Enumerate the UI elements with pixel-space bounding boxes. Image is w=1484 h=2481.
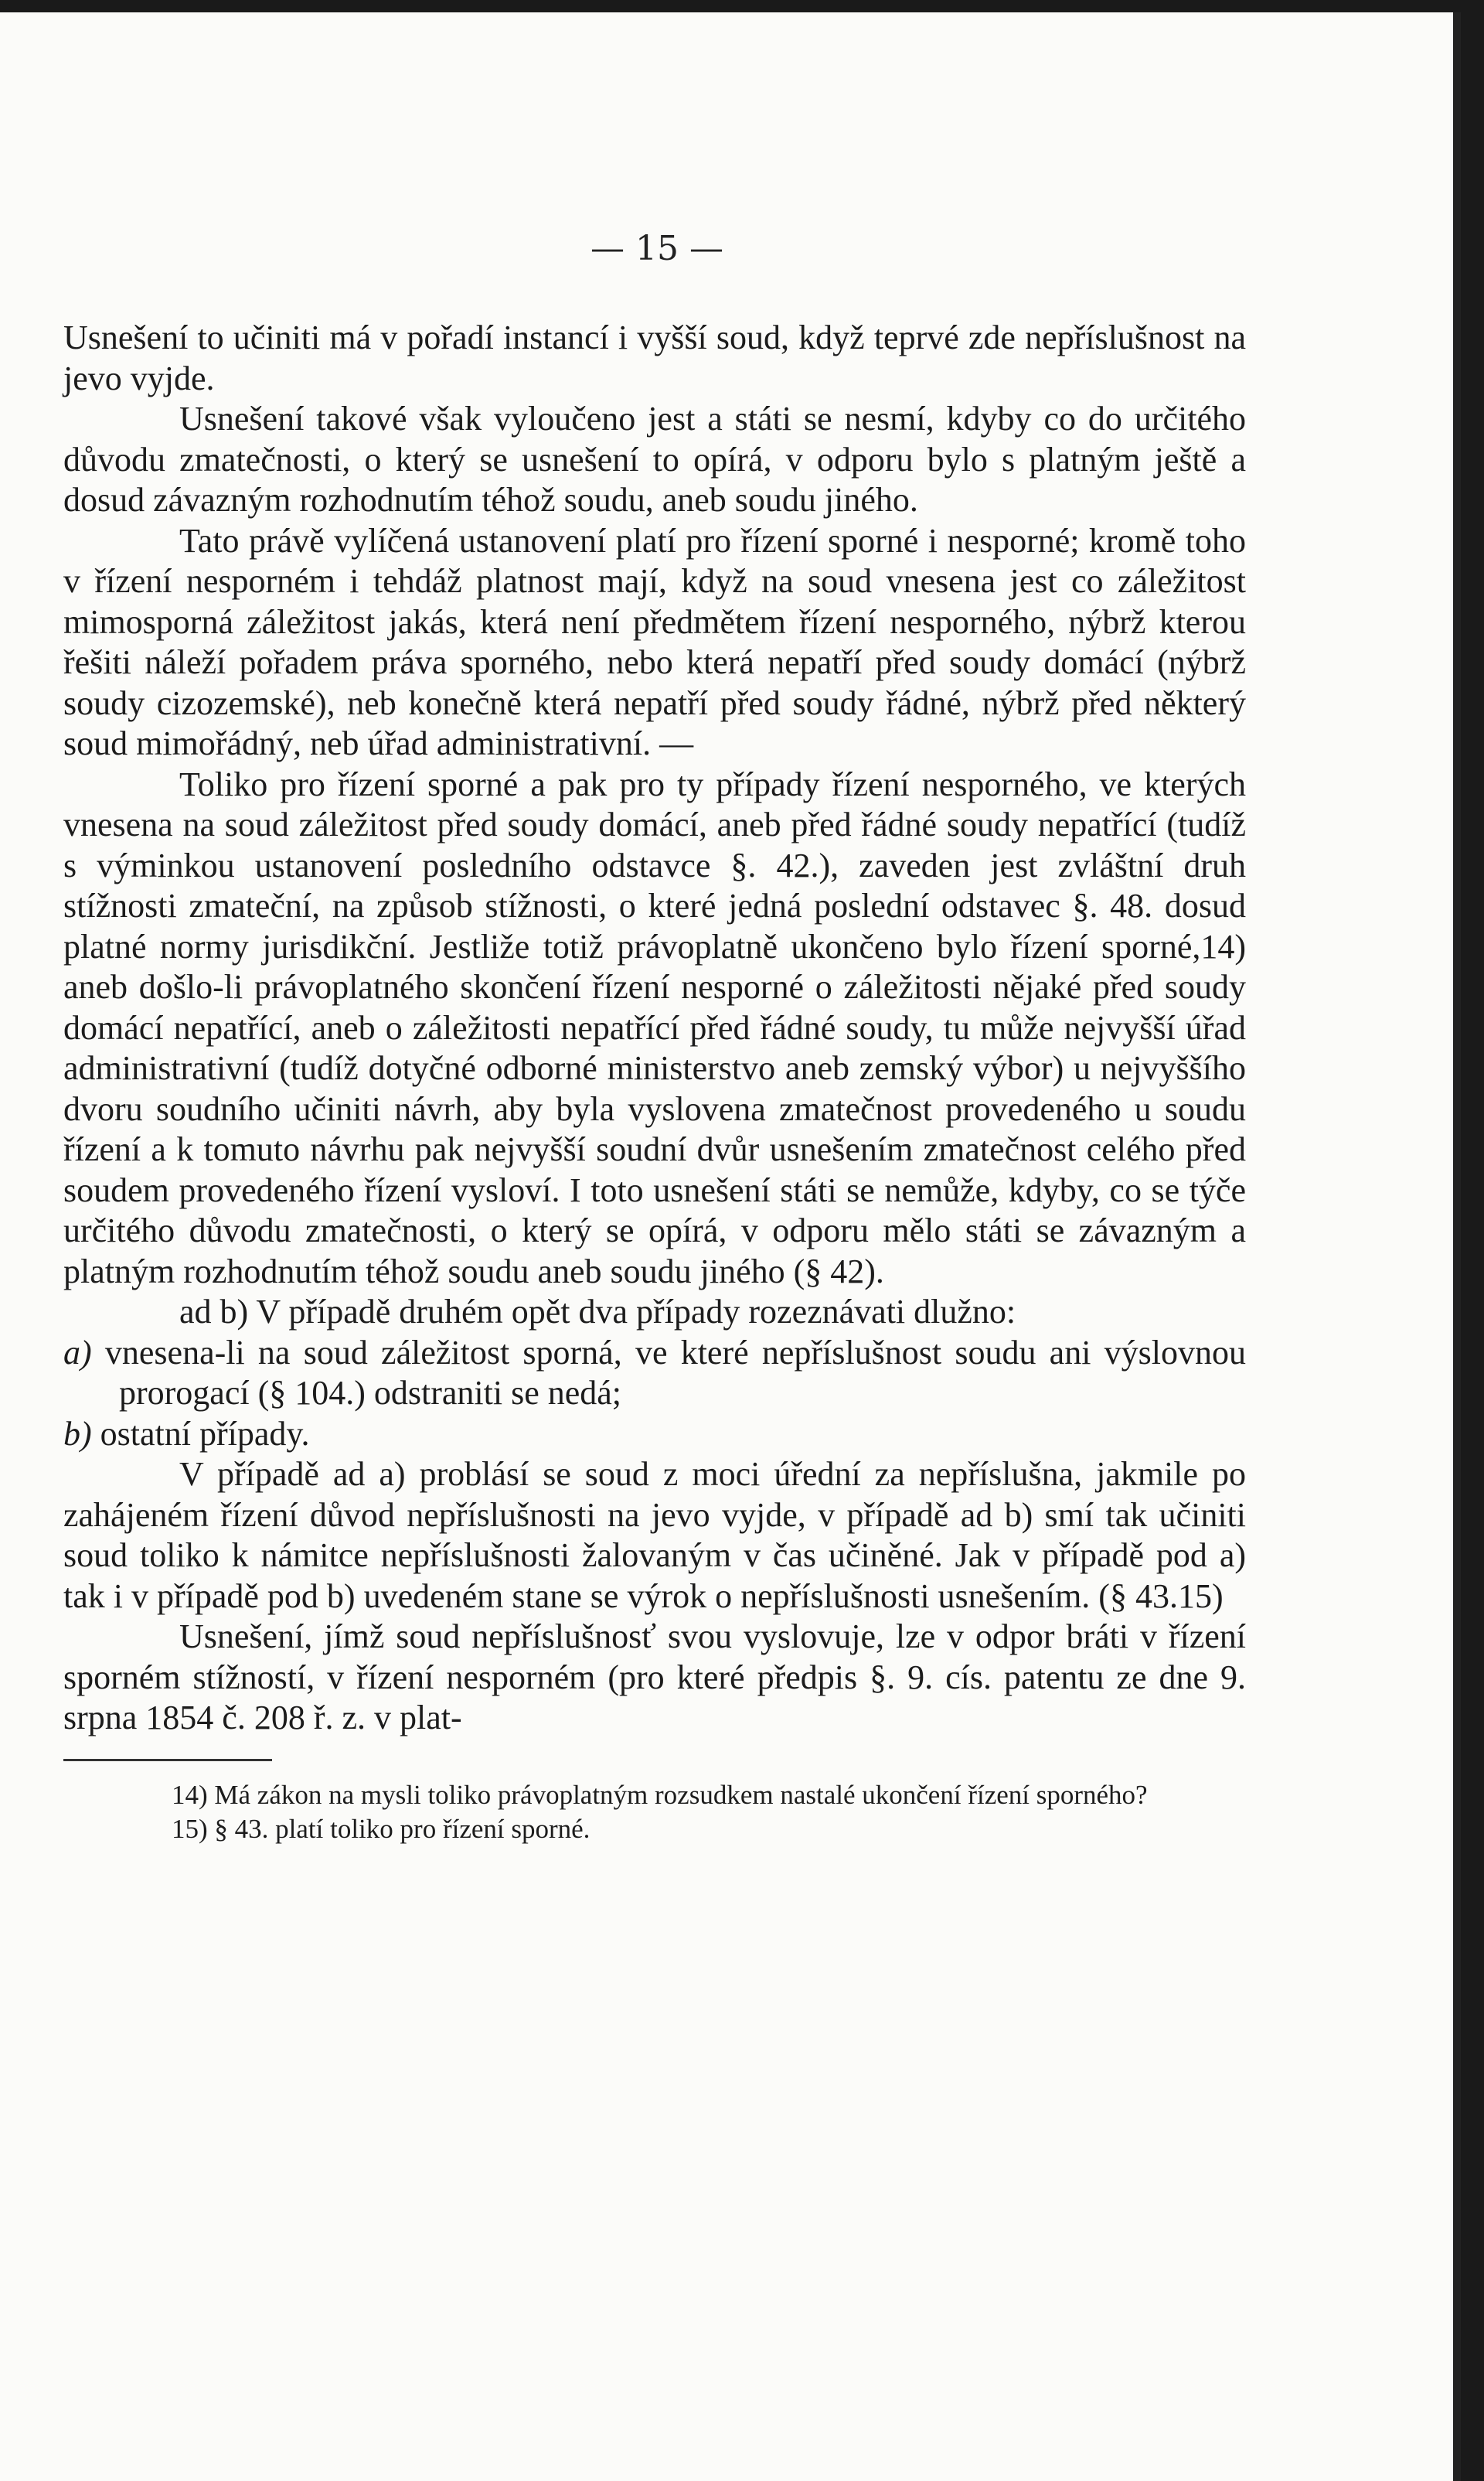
list-item-text: vnesena-li na soud záležitost sporná, ve které nepříslušnost soudu ani výslovnou prorogací (§ 104.) odstraniti se nedá; bbox=[104, 1333, 1246, 1412]
list-item-text: ostatní případy. bbox=[100, 1414, 310, 1453]
paragraph: ad b) V případě druhém opět dva případy rozeznávati dlužno: bbox=[179, 1293, 1016, 1331]
paragraph: Tato právě vylíčená ustanovení platí pro řízení sporné i nesporné; kromě toho v řízení nesporném i tehdáž platnost mají, když na soud vnesena jest co záležitost mimosporná záležitost jakás, která není předmětem řízení nesporného, nýbrž kterou řešiti náleží pořadem práva sporného, nebo která nepatří před soudy domácí (nýbrž soudy cizozemské), neb konečně která nepatří před soudy řádné, nýbrž před některý soud mimořádný, neb úřad administrativní. — bbox=[63, 521, 1246, 762]
footnote: 14) Má zákon na mysli toliko právoplatným rozsudkem nastalé ukončení řízení sporného? bbox=[172, 1779, 1148, 1810]
book-page bbox=[0, 12, 1461, 2481]
list-item-label: a) bbox=[63, 1333, 92, 1372]
page-number: — 15 — bbox=[591, 229, 723, 268]
footnote: 15) § 43. platí toliko pro řízení sporné. bbox=[172, 1813, 591, 1844]
list-item-label: b) bbox=[63, 1414, 92, 1453]
paragraph: Toliko pro řízení sporné a pak pro ty případy řízení nesporného, ve kterých vnesena na soud záležitost před soudy domácí, aneb před řádné soudy nepatřící (tudíž s výminkou ustanovení posledního odstavce §. 42.), zaveden jest zvláštní druh stížnosti zmateční, na způsob stížnosti, o které jedná poslední odstavec §. 48. dosud platné normy jurisdikční. Jestliže totiž právoplatně ukončeno bylo řízení sporné,14) aneb došlo-li právoplatného skončení řízení nesporné o záležitosti nějaké před soudy domácí nepatřící, aneb o záležitosti nepatřící před řádné soudy, tu může nejvyšší úřad administrativní (tudíž dotyčné odborné ministerstvo aneb zemský výbor) u nejvyššího dvoru soudního učiniti návrh, aby byla vyslovena zmatečnost provedeného u soudu řízení a k tomuto návrhu pak nejvyšší soudní dvůr usnešením zmatečnost celého před soudem provedeného řízení vysloví. I toto usnešení státi se nemůže, kdyby, co se týče určitého důvodu zmatečnosti, o který se opírá, v odporu mělo státi se závazným a platným rozhodnutím téhož soudu aneb soudu jiného (§ 42). bbox=[63, 765, 1246, 1290]
list-item bbox=[63, 1333, 1246, 1414]
list-item bbox=[63, 1414, 1246, 1455]
paragraph: Usnešení takové však vyloučeno jest a státi se nesmí, kdyby co do určitého důvodu zmatečnosti, o který se usnešení to opírá, v odporu bylo s platným ještě a dosud závazným rozhodnutím téhož soudu, aneb soudu jiného. bbox=[63, 400, 1246, 519]
paragraph: Usnešení to učiniti má v pořadí instancí i vyšší soud, když teprvé zde nepříslušnost na jevo vyjde. bbox=[63, 319, 1246, 397]
footnote-separator bbox=[63, 1759, 272, 1761]
page-body bbox=[63, 318, 1246, 1846]
paragraph: Usnešení, jímž soud nepříslušnosť svou vyslovuje, lze v odpor bráti v řízení sporném stížností, v řízení nesporném (pro které předpis §. 9. cís. patentu ze dne 9. srpna 1854 č. 208 ř. z. v plat- bbox=[63, 1617, 1246, 1736]
paragraph: V případě ad a) problásí se soud z moci úřední za nepříslušna, jakmile po zahájeném řízení důvod nepříslušnosti na jevo vyjde, v případě ad b) smí tak učiniti soud toliko k námitce nepříslušnosti žalovaným v čas učiněné. Jak v případě pod a) tak i v případě pod b) uvedeném stane se výrok o nepříslušnosti usnešením. (§ 43.15) bbox=[63, 1455, 1246, 1615]
